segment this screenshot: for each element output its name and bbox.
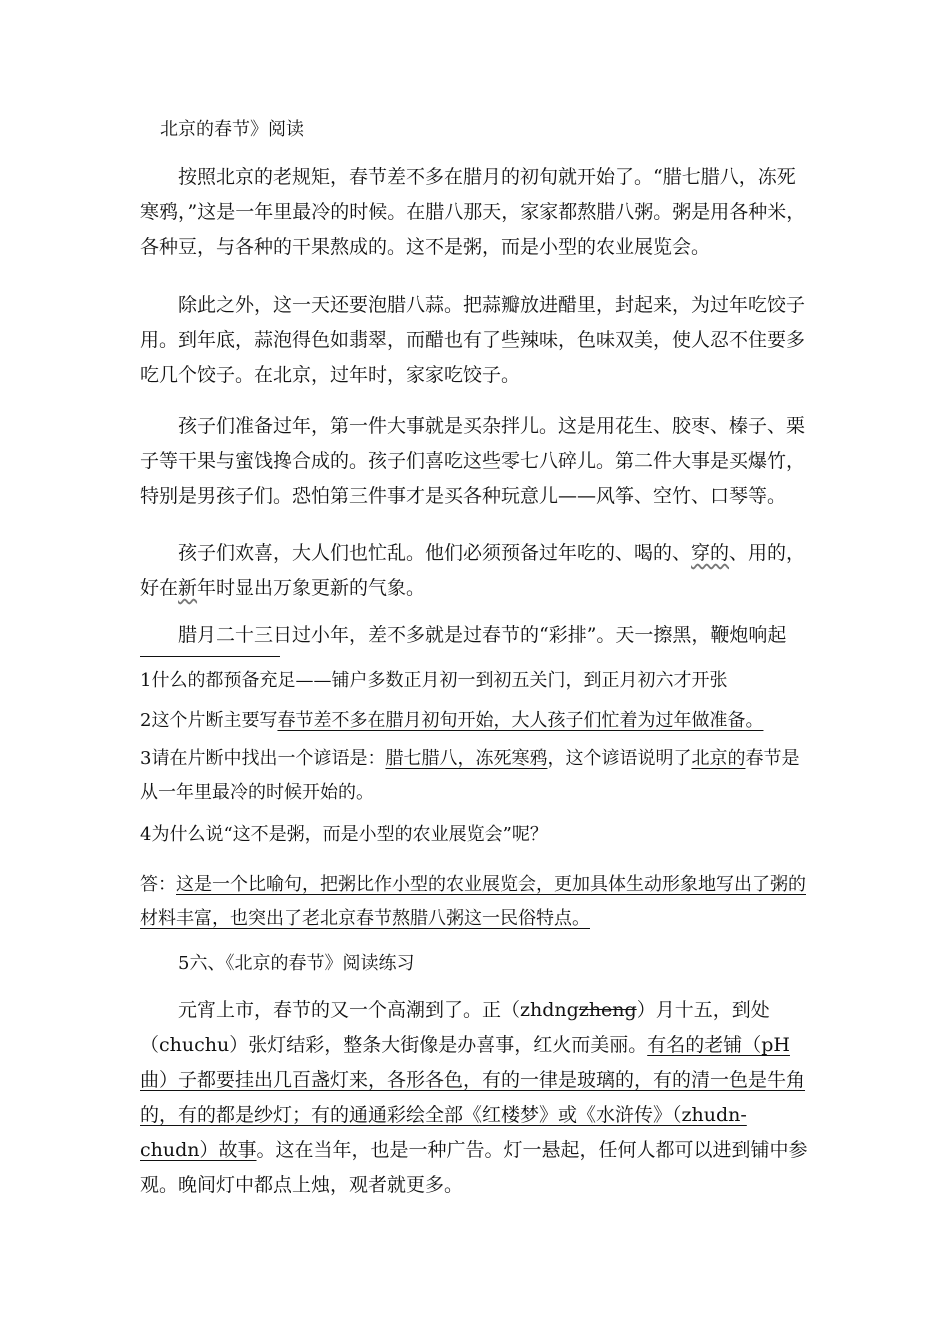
document-title: 北京的春节》阅读 — [160, 119, 304, 140]
p6-text-a: 元宵上市，春节的又一个高潮到了。正（zhdng — [178, 999, 579, 1021]
question-2 — [140, 708, 763, 734]
paragraph-laba-garlic: 除此之外，这一天还要泡腊八蒜。把蒜瓣放进醋里，封起来，为过年吃饺子用。到年底，蒜泡得色如翡翠，而醋也有了些辣味，色味双美，使人忍不住要多吃几个饺子。在北京，过年时，家家吃饺子。 — [140, 294, 806, 386]
paragraph-children-prepare: 孩子们准备过年，第一件大事就是买杂拌儿。这是用花生、胶枣、榛子、栗子等干果与蜜饯搀合成的。孩子们喜吃这些零七八碎儿。第二件大事是买爆竹，特别是男孩子们。恐怕第三件事才是买各种玩意儿——风筝、空竹、口琴等。 — [140, 415, 806, 507]
p4-text-c: 、用的，好在 — [140, 542, 806, 599]
question-1: 1什么的都预备充足——铺户多数正月初一到初五关门，到正月初六才开张 — [140, 670, 728, 691]
footnote-divider — [140, 656, 280, 657]
answer-4 — [140, 868, 812, 936]
q3-prefix: 3请在片断中找出一个谚语是： — [140, 748, 386, 769]
p6-text-c: ）月十五，到处（chuchu）张灯结彩，整条大街像是办喜事，红火而美丽。 — [140, 999, 770, 1056]
a4-answer: 这是一个比喻句，把粥比作小型的农业展览会，更加具体生动形象地写出了粥的材料丰富，也突出了老北京春节熬腊八粥这一民俗特点。 — [140, 874, 806, 929]
q3-suffix: 春节是从一年里最冷的时候开始的。 — [140, 748, 800, 803]
p6-underlined-passage: 有名的老铺（pH曲）子都要挂出几百盏灯来，各形各色，有的一律是玻璃的，有的清一色是牛角的，有的都是纱灯；有的通通彩绘全部《红楼梦》或《水浒传》（zhudn-chudn）故事 — [140, 1034, 806, 1161]
paragraph-lantern-festival — [140, 993, 812, 1203]
q3-mid: ，这个谚语说明了 — [547, 748, 692, 769]
p4-wavy-char: 新 — [178, 577, 198, 599]
p4-wavy-word: 穿的 — [691, 542, 730, 564]
section-heading: 5六、《北京的春节》阅读练习 — [178, 953, 415, 974]
p6-text-e: 。这在当年，也是一种广告。灯一悬起，任何人都可以进到铺中参观。晚间灯中都点上烛，观者就更多。 — [140, 1139, 808, 1196]
p6-struck-pinyin: zheng — [578, 999, 637, 1021]
paragraph-adults-busy — [140, 536, 812, 606]
paragraph-laba: 按照北京的老规矩，春节差不多在腊月的初旬就开始了。“腊七腊八，冻死寒鸦，”这是一年里最冷的时候。在腊八那天，家家都熬腊八粥。粥是用各种米，各种豆，与各种的干果熬成的。这不是粥，而是小型的农业展览会。 — [140, 166, 806, 258]
q3-answer-place: 北京的 — [691, 748, 746, 769]
question-3 — [140, 742, 812, 810]
p4-text-a: 孩子们欢喜，大人们也忙乱。他们必须预备过年吃的、喝的、 — [178, 542, 692, 564]
q2-prefix: 2这个片断主要写 — [140, 710, 278, 731]
paragraph-little-new-year: 腊月二十三日过小年，差不多就是过春节的“彩排”。天一擦黑，鞭炮响起 — [178, 624, 787, 646]
a4-prefix: 答： — [140, 874, 176, 895]
p4-text-e: 年时显出万象更新的气象。 — [197, 577, 426, 599]
q3-answer-proverb: 腊七腊八，冻死寒鸦 — [385, 748, 548, 769]
q2-answer: 春节差不多在腊月初旬开始，大人孩子们忙着为过年做准备。 — [277, 710, 764, 731]
question-4: 4为什么说“这不是粥，而是小型的农业展览会”呢？ — [140, 824, 548, 845]
